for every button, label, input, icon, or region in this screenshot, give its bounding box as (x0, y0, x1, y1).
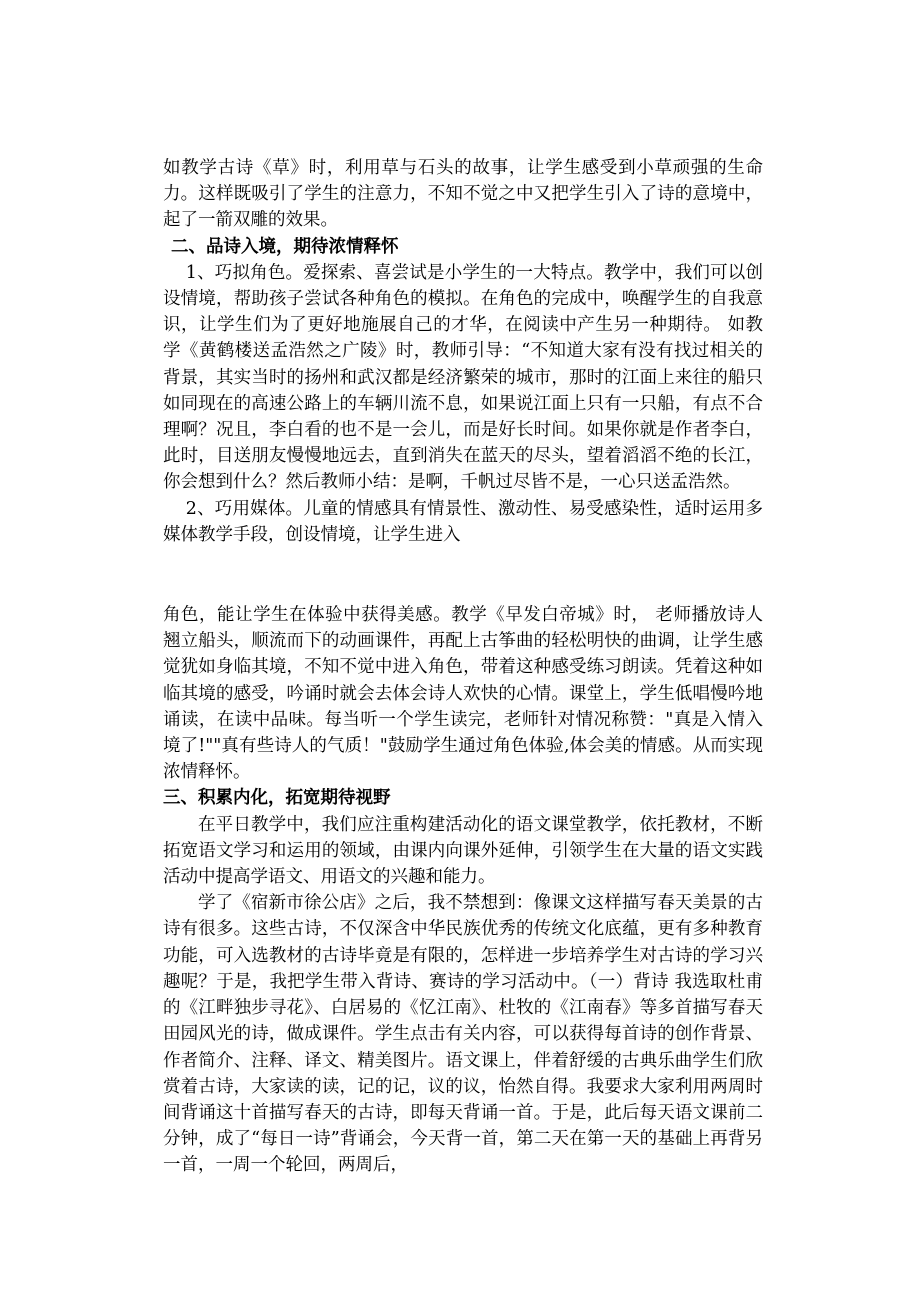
page-gap (163, 548, 763, 602)
section-heading-3: 三、积累内化，拓宽期待视野 (163, 788, 391, 809)
intro-paragraph: 如教学古诗《草》时，利用草与石头的故事，让学生感受到小草顽强的生命力。这样既吸引了学生的注意力，不知不觉之中又把学生引入了诗的意境中，起了一箭双雕的效果。 (163, 158, 763, 231)
section2-item2-paragraph: 2、巧用媒体。儿童的情感具有情景性、激动性、易受感染性，适时运用多媒体教学手段，创设情境，让学生进入 (163, 498, 763, 545)
section3-paragraph-1: 在平日教学中，我们应注重构建活动化的语文课堂教学，依托教材，不断拓宽语文学习和运用的领域，由课内向课外延伸，引领学生在大量的语文实践活动中提高学语文、用语文的兴趣和能力。 (163, 814, 763, 888)
section3-paragraph-2: 学了《宿新市徐公店》之后，我不禁想到：像课文这样描写春天美景的古诗有很多。这些古诗，不仅深含中华民族优秀的传统文化底蕴，更有多种教育功能，可入选教材的古诗毕竟是有限的，怎样进一步培养学生对古诗的学习兴趣呢？于是，我把学生带入背诗、赛诗的学习活动中。（一）背诗 我选取杜甫的《江畔独步寻花》、白居易的《忆江南》、杜牧的《江南春》等多首描写春天田园风光的诗，做成课件。学生点击有关内容，可以获得每首诗的创作背景、作者简介、注释、译文、精美图片。语文课上，伴着舒缓的古典乐曲学生们欣赏着古诗，大家读的读，记的记，议的议，怡然自得。我要求大家利用两周时间背诵这十首描写春天的古诗，即每天背诵一首。于是，此后每天语文课前二分钟，成了“每日一诗”背诵会，今天背一首，第二天在第一天的基础上再背另一首，一周一个轮回，两周后， (163, 893, 763, 1176)
document-page (163, 155, 763, 1179)
section-heading-2: 二、品诗入境，期待浓情释怀 (171, 236, 399, 257)
section2-item1-paragraph: 1、巧拟角色。爱探索、喜尝试是小学生的一大特点。教学中，我们可以创设情境，帮助孩子尝试各种角色的模拟。在角色的完成中，唤醒学生的自我意识，让学生们为了更好地施展自己的才华，在阅读中产生另一种期待。 如教学《黄鹤楼送孟浩然之广陵》时，教师引导：“不知道大家有没有找过相关的背景，其实当时的扬州和武汉都是经济繁荣的城市，那时的江面上来往的船只如同现在的高速公路上的车辆川流不息，如果说江面上只有一只船，有点不合理啊？况且，李白看的也不是一会儿，而是好长时间。如果你就是作者李白，此时，目送朋友慢慢地远去，直到消失在蓝天的尽头，望着滔滔不绝的长江，你会想到什么？然后教师小结：是啊，千帆过尽皆不是，一心只送孟浩然。 (163, 262, 763, 493)
section2-item2-continuation: 角色，能让学生在体验中获得美感。教学《早发白帝城》时， 老师播放诗人翘立船头，顺流而下的动画课件，再配上古筝曲的轻松明快的曲调，让学生感觉犹如身临其境，不知不觉中进入角色，带着这种感受练习朗读。凭着这种如临其境的感受，吟诵时就会去体会诗人欢快的心情。课堂上，学生低唱慢吟地诵读，在读中品味。每当听一个学生读完，老师针对情况称赞："真是入情入境了!""真有些诗人的气质！"鼓励学生通过角色体验,体会美的情感。从而实现浓情释怀。 (163, 605, 763, 783)
